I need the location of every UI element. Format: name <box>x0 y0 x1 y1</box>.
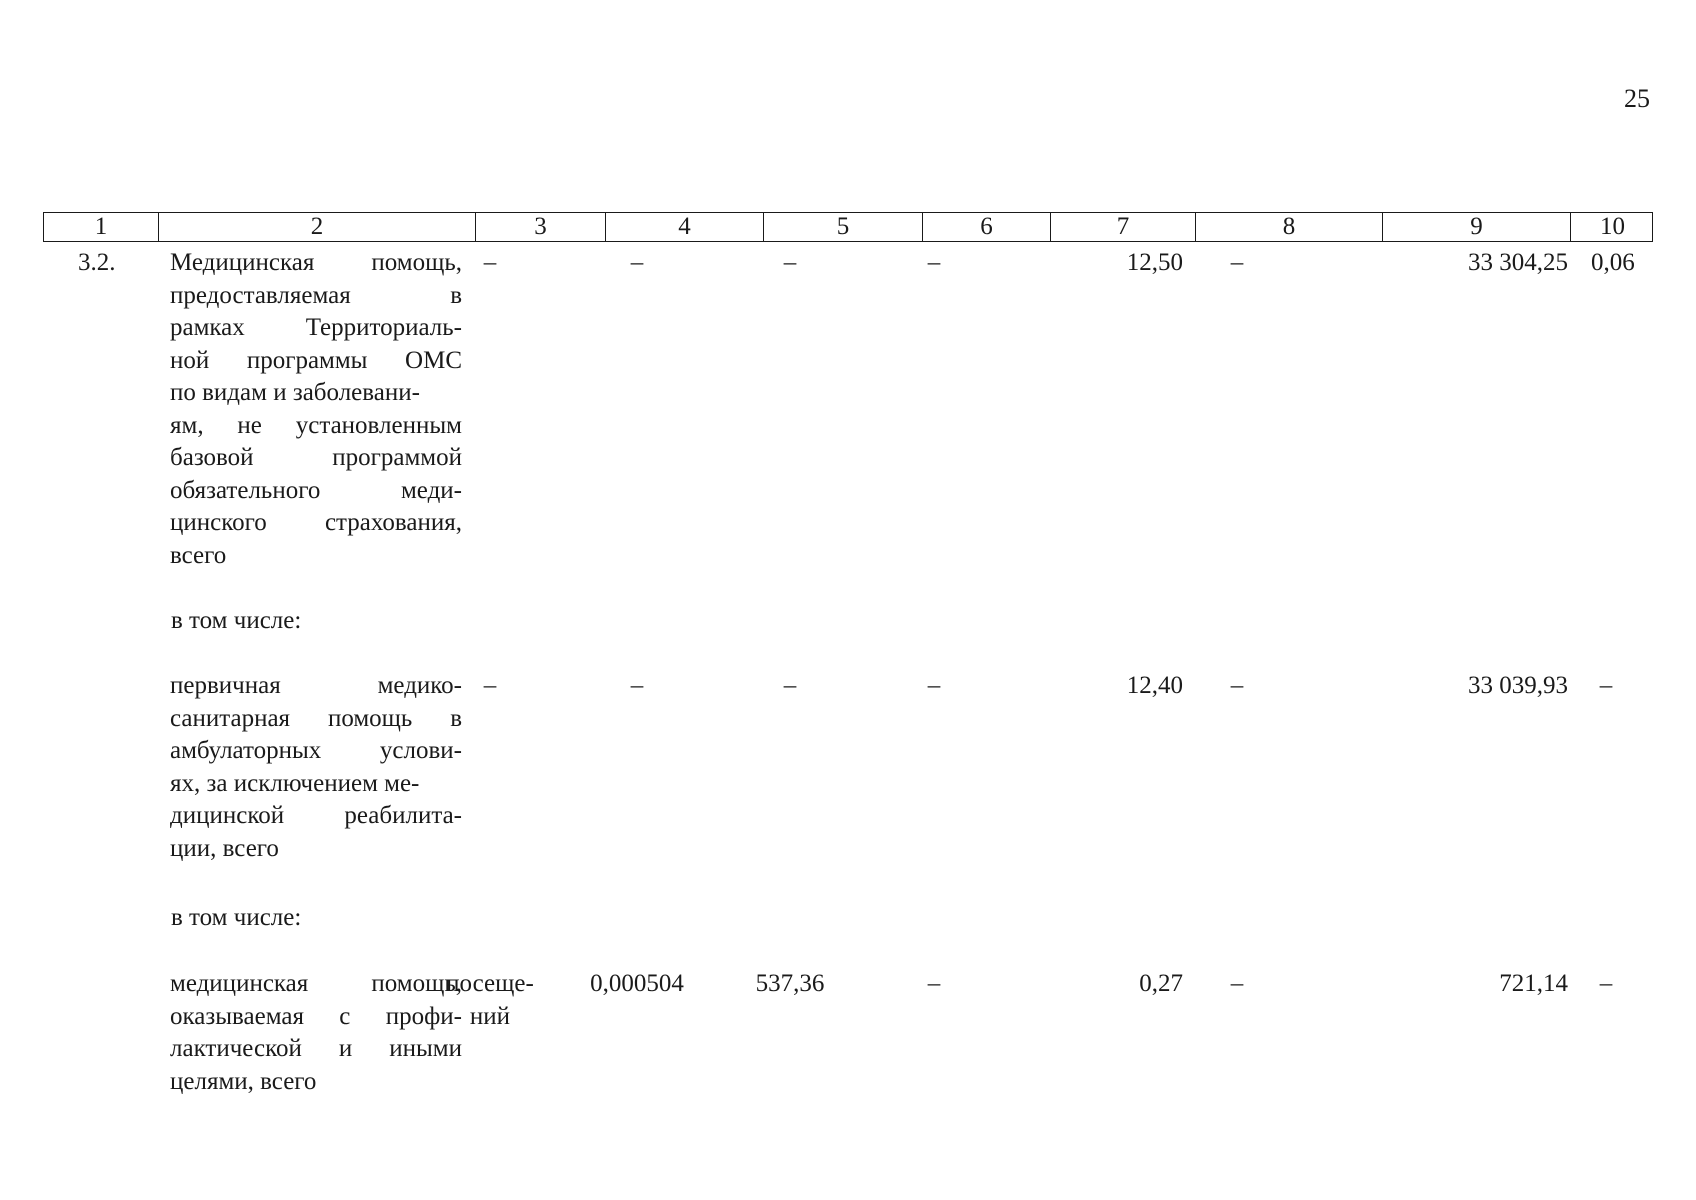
cell-col-5: – <box>783 249 797 276</box>
cell-col-4: – <box>630 249 644 276</box>
header-col-10: 10 <box>1600 213 1625 240</box>
cell-col-5: 537,36 <box>755 970 825 997</box>
header-col-2: 2 <box>159 213 476 241</box>
row-description <box>170 247 462 572</box>
cell-col-9: 721,14 <box>1499 970 1568 997</box>
cell-col-7: 12,40 <box>1126 672 1183 699</box>
cell-col-9: 33 304,25 <box>1468 249 1568 276</box>
cell-col-10: 0,06 <box>1591 249 1635 276</box>
cell-col-3 <box>425 968 555 1033</box>
desc-line: Медицинская помощь, <box>170 249 462 276</box>
header-col-5: 5 <box>764 213 923 241</box>
cell-col-6: – <box>927 672 941 699</box>
cell-col-10: – <box>1599 672 1613 699</box>
unit-line: посеще- <box>446 970 534 997</box>
desc-line: предоставляемая в <box>170 281 462 309</box>
desc-line: первичная медико- <box>170 672 462 699</box>
desc-line: лактической и иными <box>170 1035 462 1062</box>
desc-line: рамках Территориаль- <box>170 314 462 341</box>
cell-col-8: – <box>1230 249 1244 276</box>
desc-line: амбулаторных услови- <box>170 737 462 764</box>
desc-line: по видам и заболевани- <box>170 379 420 406</box>
cell-col-9: 33 039,93 <box>1468 672 1568 699</box>
row-number: 3.2. <box>78 249 116 276</box>
cell-col-4: 0,000504 <box>590 970 684 997</box>
header-col-7: 7 <box>1051 213 1196 241</box>
cell-col-6: – <box>927 249 941 276</box>
desc-line: целями, всего <box>170 1067 317 1095</box>
cell-col-6: – <box>927 970 941 997</box>
header-col-3: 3 <box>476 213 606 241</box>
header-col-6: 6 <box>923 213 1051 241</box>
table-header-row <box>43 212 1653 242</box>
header-col-8: 8 <box>1196 213 1383 241</box>
desc-line: всего <box>170 541 227 569</box>
page-number: 25 <box>1624 84 1650 113</box>
cell-col-5: – <box>783 672 797 699</box>
desc-line: ной программы ОМС <box>170 346 462 374</box>
desc-line: оказываемая с профи- <box>170 1002 462 1030</box>
desc-line: цинского страхования, <box>170 509 462 536</box>
cell-col-8: – <box>1230 672 1244 699</box>
header-col-1: 1 <box>44 213 159 241</box>
desc-line: ям, не установленным <box>170 411 462 439</box>
desc-line: ях, за исключением ме- <box>170 769 420 797</box>
desc-line: ции, всего <box>170 834 279 862</box>
cell-col-7: 12,50 <box>1126 249 1183 276</box>
cell-col-3: – <box>483 672 497 699</box>
cell-col-10: – <box>1599 970 1613 997</box>
cell-col-4: – <box>630 672 644 699</box>
cell-col-8: – <box>1230 970 1244 997</box>
header-col-4: 4 <box>606 213 764 241</box>
unit-line: ний <box>469 1002 511 1030</box>
desc-line: санитарная помощь в <box>170 704 462 732</box>
desc-line: базовой программой <box>170 444 462 471</box>
desc-line: медицинская помощь, <box>170 970 462 997</box>
desc-line: дицинской реабилита- <box>170 802 462 829</box>
cell-col-3: – <box>483 249 497 276</box>
subsection-label: в том числе: <box>171 607 302 634</box>
cell-col-7: 0,27 <box>1139 970 1183 997</box>
header-col-9: 9 <box>1383 213 1571 241</box>
subsection-label: в том числе: <box>171 904 302 931</box>
desc-line: обязательного меди- <box>170 476 462 504</box>
row-description <box>170 670 462 865</box>
row-description <box>170 968 462 1098</box>
